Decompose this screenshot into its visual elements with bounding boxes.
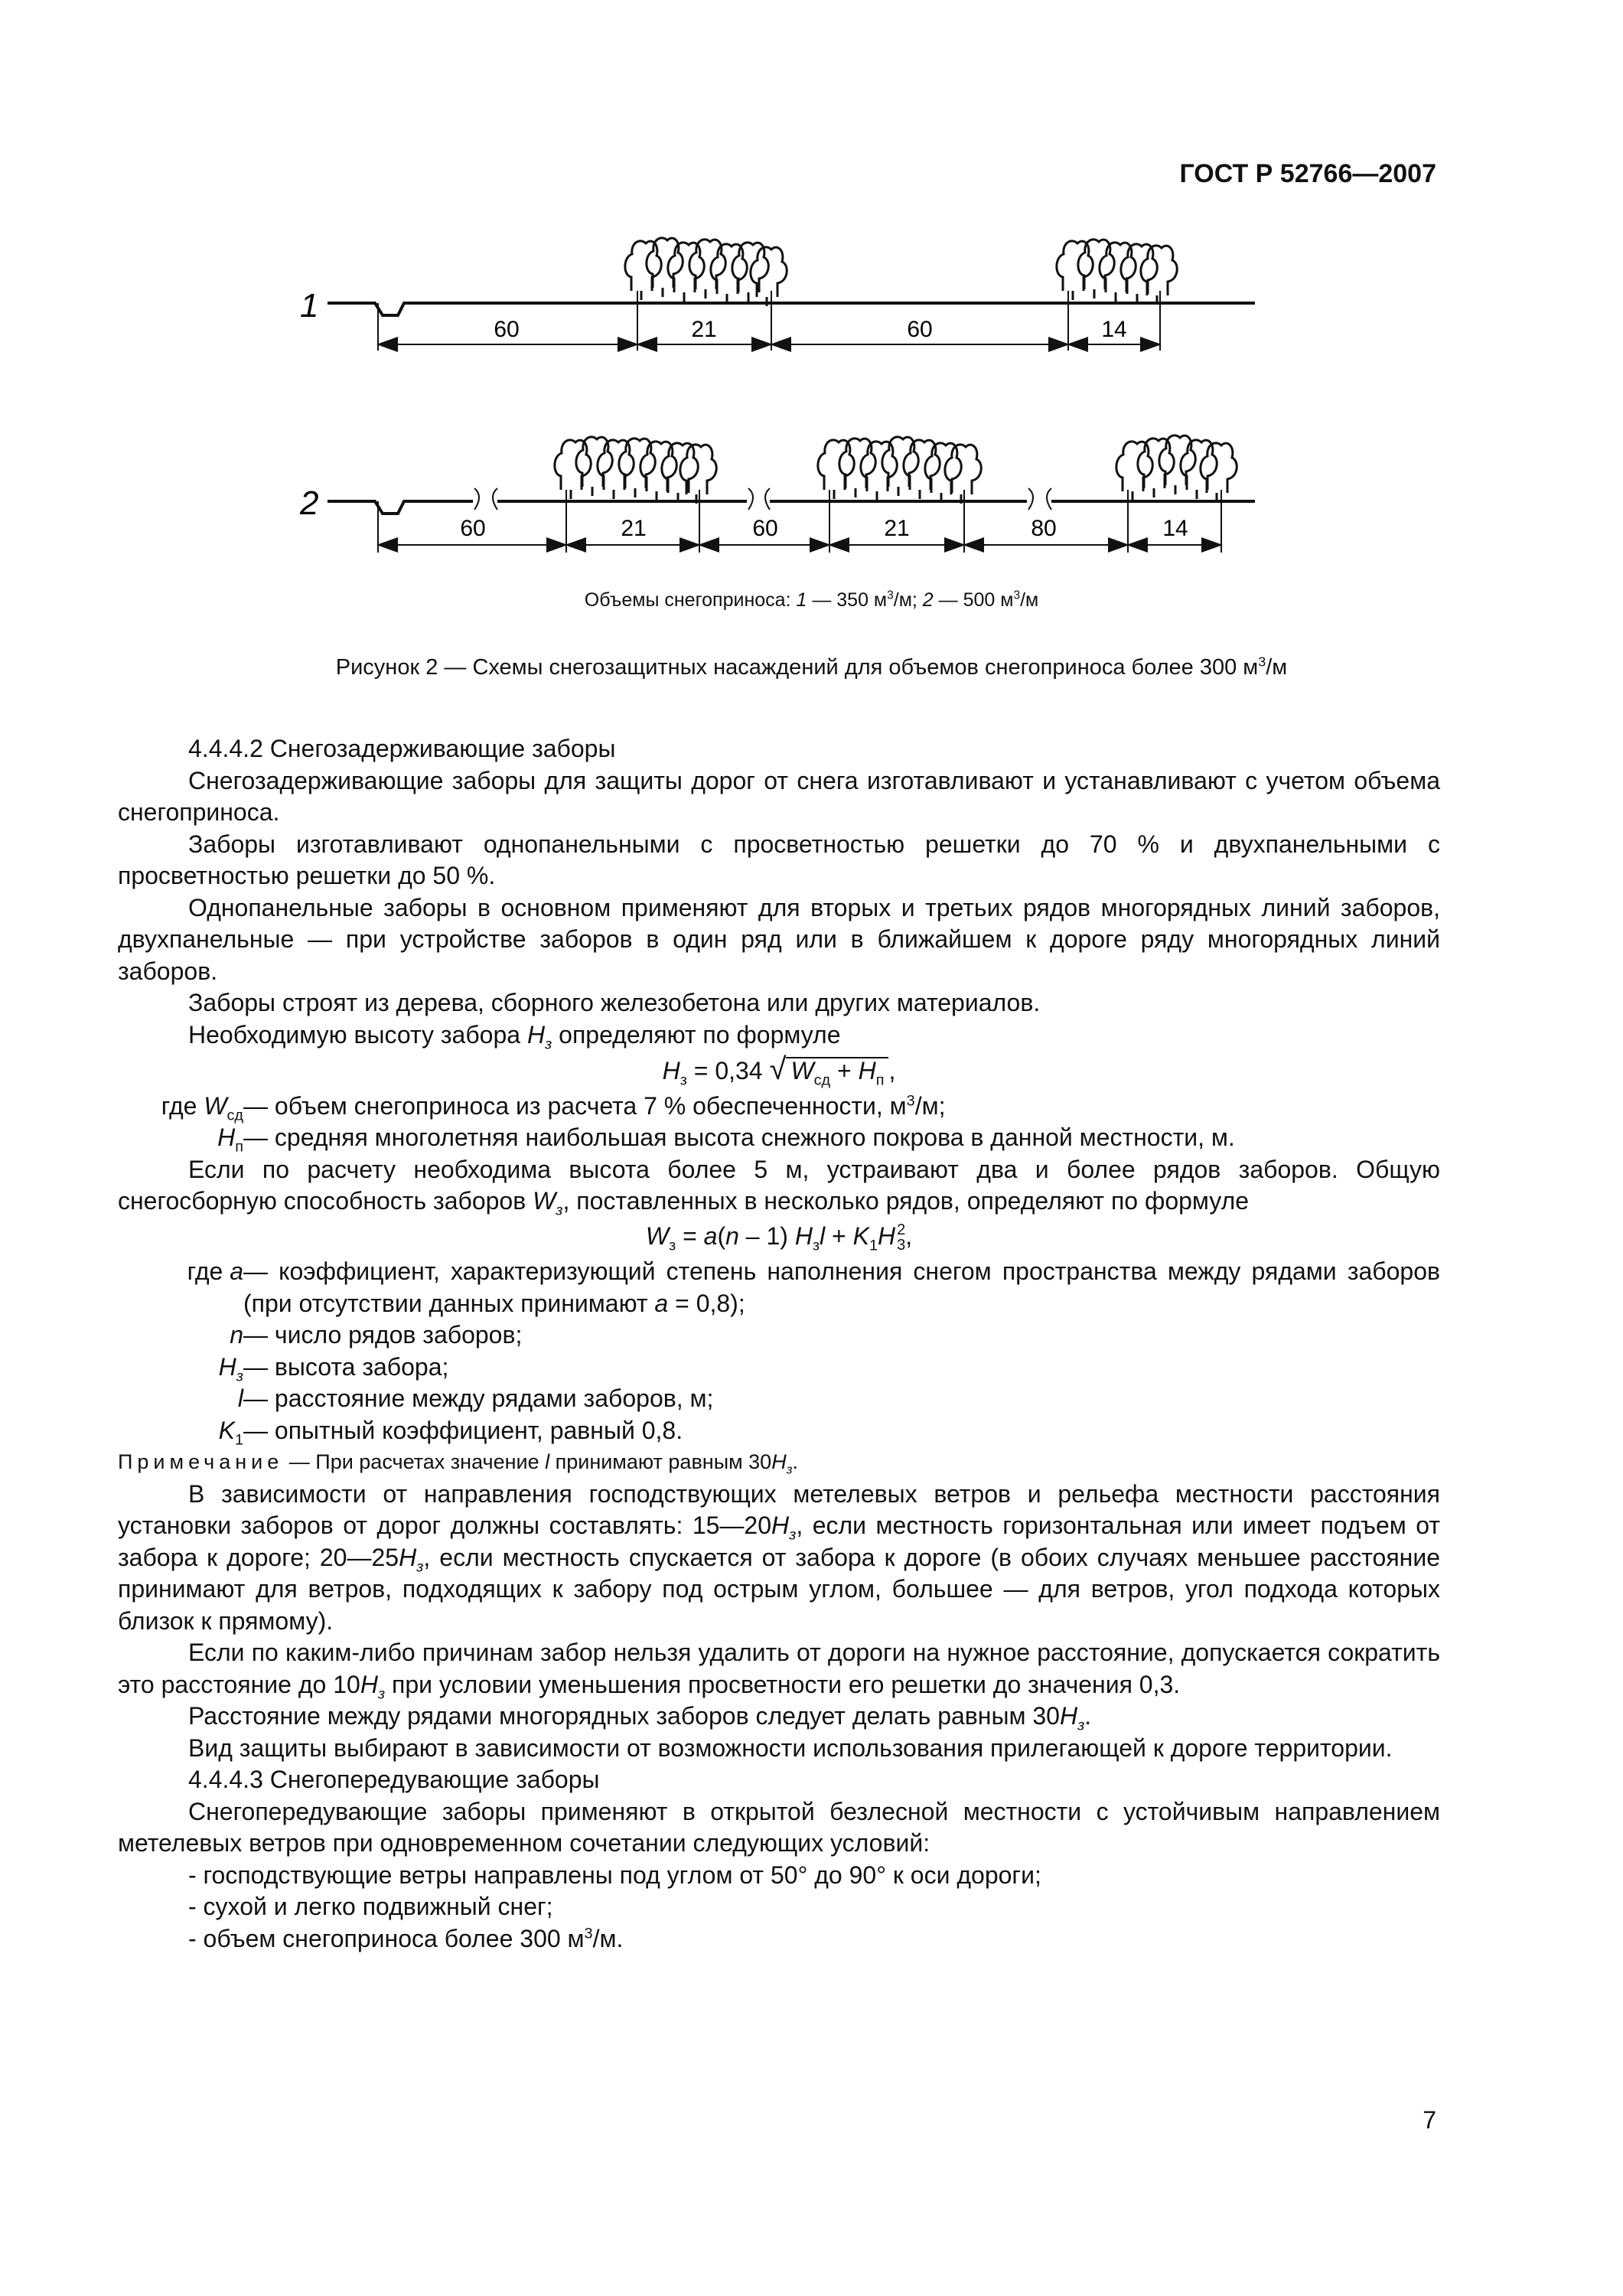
row2-seg-3: 60 (752, 516, 778, 541)
definition-item: l — расстояние между рядами заборов, м; (237, 1384, 714, 1413)
paragraph: Расстояние между рядами многорядных заборов следует делать равным $30H_з$. (188, 1702, 1092, 1734)
formula-fence-height: $H_з = 0,34$ √ $W_{сд} + H_п$ , (662, 1052, 896, 1089)
row2-seg-2: 21 (621, 516, 647, 541)
row1-tree-belt-1 (625, 238, 787, 306)
paragraph: Однопанельные заборы в основном применяют для вторых и третьих рядов многорядных линий заборов, двухпанельные — при устройстве заборов в один ряд или в ближайшем к дороге ряду многорядных линий заборов. (118, 893, 1440, 985)
definition-item: n — число рядов заборов; (230, 1321, 523, 1349)
list-item: - объем снегоприноса более 300 $м^3/м$. (188, 1924, 624, 1952)
row2-tree-belt-2 (818, 437, 981, 504)
row1-seg-3: 60 (907, 317, 933, 342)
row1-seg-2: 21 (691, 317, 717, 342)
formula-snow-capacity: $W_з = a(n - 1) H_зl + K_1H$ 2 3 , (645, 1221, 913, 1254)
row1-tree-belt-2 (1057, 240, 1177, 305)
paragraph: Заборы строят из дерева, сборного железобетона или других материалов. (188, 989, 1041, 1016)
paragraph: Снегопередувающие заборы применяют в открытой безлесной местности с устойчивым направлением метелевых ветров при одновременном сочетании следующих условий: (118, 1797, 1440, 1857)
paragraph: Если по расчету необходима высота более 5 м, устраивают два и более рядов заборов. Общую снегосборную способность заборов $W_з$, поставленных в несколько рядов, определяют по формуле (118, 1155, 1440, 1219)
row-1-label: 1 (300, 287, 319, 325)
figure-legend: Объемы снегоприноса: 1 — 350 $м^3/м$; 2 — 500 $м^3/м$ (584, 589, 1039, 611)
section-heading-4443: 4.4.4.3 Снегопередувающие заборы (188, 1766, 600, 1794)
figure-caption: Рисунок 2 — Схемы снегозащитных насаждений для объемов снегоприноса более 300 $м^3/м$ (335, 654, 1288, 680)
definition-item: $H_п$ — средняя многолетняя наибольшая высота снежного покрова в данной местности, м. (217, 1124, 1235, 1156)
paragraph: Заборы изготавливают однопанельными с просветностью решетки до 70 % и двухпанельными с просветностью решетки до 50 %. (118, 830, 1440, 889)
row1-seg-4: 14 (1101, 317, 1127, 342)
note: Примечание — При расчетах значение l принимают равным $30H_з$. (118, 1450, 798, 1477)
row2-seg-4: 21 (884, 516, 910, 541)
row1-seg-1: 60 (494, 317, 520, 342)
paragraph: Снегозадерживающие заборы для защиты дорог от снега изготавливают и устанавливают с учетом объема снегоприноса. (118, 766, 1440, 826)
row2-tree-belt-3 (1116, 435, 1237, 502)
paragraph: Вид защиты выбирают в зависимости от возможности использования прилегающей к дороге территории. (188, 1733, 1393, 1762)
row2-seg-1: 60 (460, 516, 486, 541)
definition-item: где a — коэффициент, характеризующий степень наполнения снегом пространства между рядами заборов (при отсутствии данных принимают a = 0,8); (187, 1257, 1440, 1317)
section-heading-4442: 4.4.4.2 Снегозадерживающие заборы (188, 735, 616, 762)
list-item: - господствующие ветры направлены под углом от 50° до 90° к оси дороги; (188, 1861, 1041, 1889)
snow-protection-diagram (0, 0, 1623, 582)
row2-seg-6: 14 (1162, 516, 1188, 541)
page-number: 7 (1423, 2106, 1436, 2134)
row2-seg-5: 80 (1031, 516, 1057, 541)
document-body (118, 733, 1440, 1955)
paragraph: Необходимую высоту забора $H_з$ определяют по формуле (188, 1020, 841, 1052)
paragraph: В зависимости от направления господствующих метелевых ветров и рельефа местности расстояния установки заборов от дорог должны составлять: $15—20H_з$, если местность горизонтальная или имеет подъем от забора к дороге; $20—25H_з$, если местность спускается от забора к дороге (в обоих случаях меньшее расстояние принимают для ветров, подходящих к забору под острым углом, большее — для ветров, угол подхода которых близок к прямому). (118, 1479, 1441, 1635)
definition-item: $H_з$ — высота забора; (218, 1352, 449, 1384)
document-header: ГОСТ Р 52766—2007 (1179, 159, 1436, 188)
row2-tree-belt-1 (555, 437, 716, 504)
definition-item: $K_1$ — опытный коэффициент, равный 0,8. (218, 1416, 683, 1448)
row-2-label: 2 (300, 484, 319, 522)
paragraph: Если по каким-либо причинам забор нельзя удалить от дороги на нужное расстояние, допускается сократить это расстояние до $10H_з$ при условии уменьшения просветности его решетки до значения 0,3. (118, 1639, 1440, 1702)
list-item: - сухой и легко подвижный снег; (188, 1893, 553, 1921)
definition-item: где $W_{сд}$ — объем снегоприноса из расчета 7 % обеспеченности, $м^3/м$; (161, 1091, 946, 1124)
